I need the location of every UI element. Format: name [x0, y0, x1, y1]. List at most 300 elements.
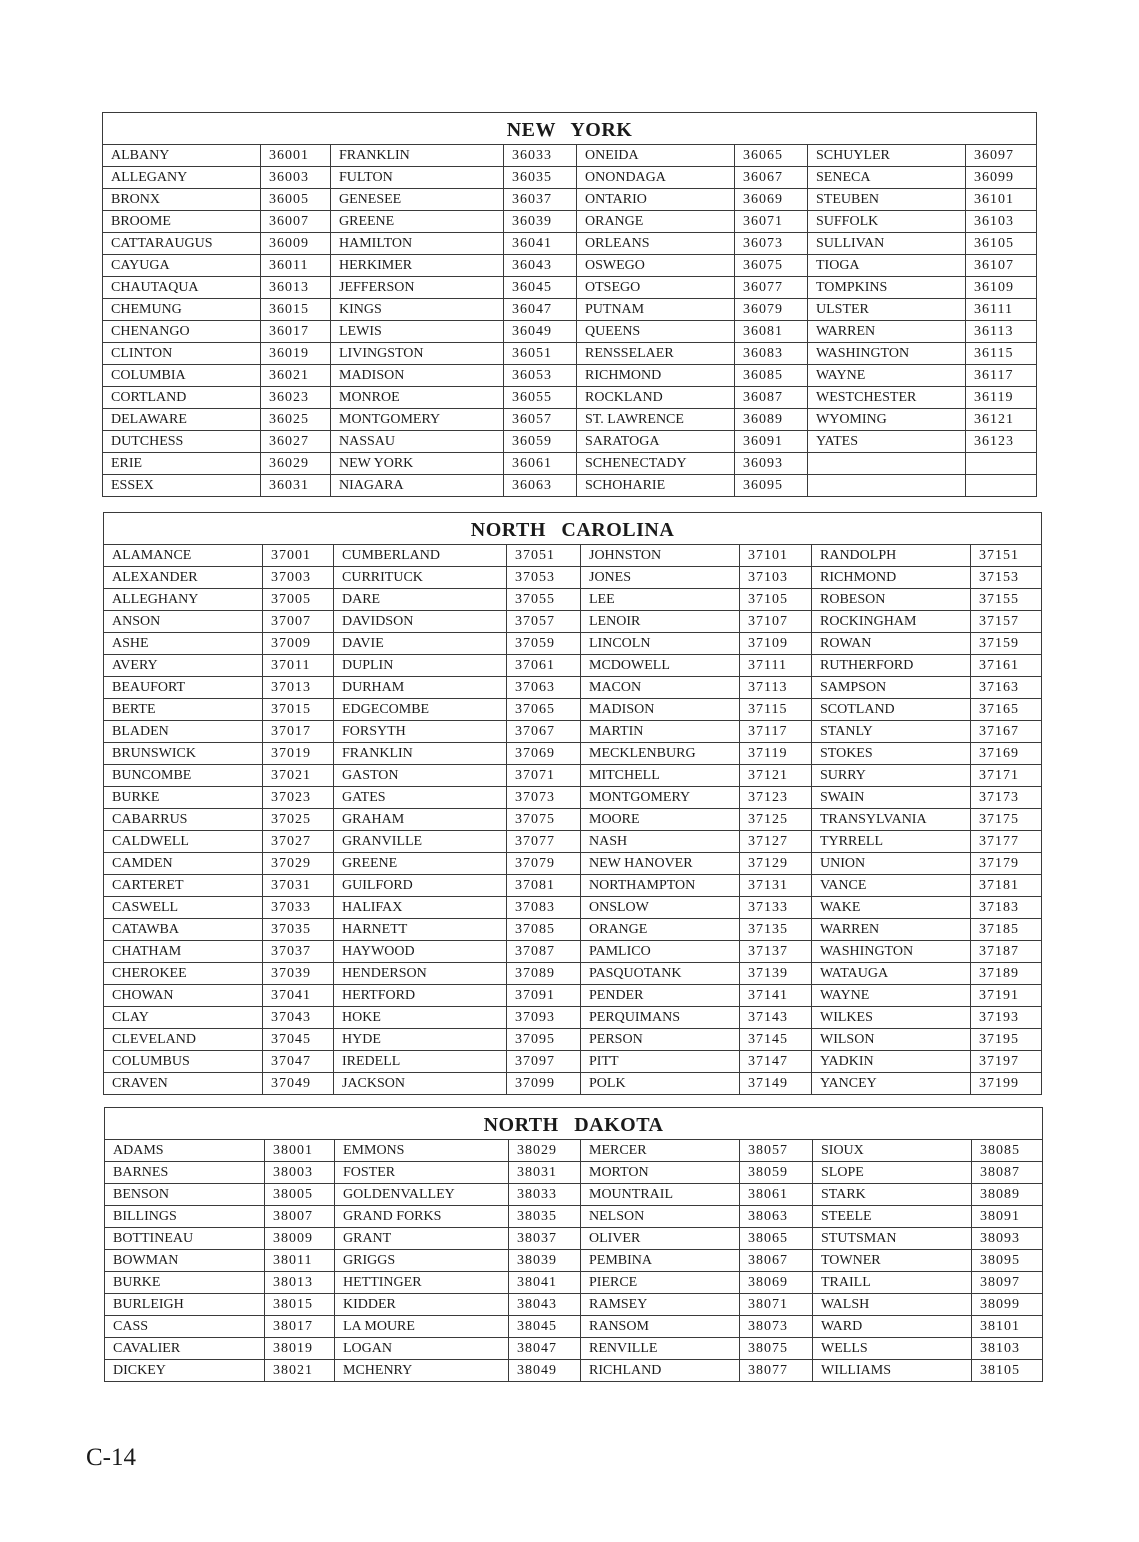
county-code: 36103	[966, 211, 1037, 233]
county-code: 37043	[263, 1007, 334, 1029]
county-name: STANLY	[812, 721, 971, 743]
county-code: 37125	[740, 809, 812, 831]
county-code	[966, 475, 1037, 497]
county-name: SENECA	[808, 167, 966, 189]
county-code: 38099	[972, 1294, 1043, 1316]
table-row	[105, 1294, 1043, 1316]
county-code: 37027	[263, 831, 334, 853]
county-name: SCHENECTADY	[577, 453, 735, 475]
county-code: 37103	[740, 567, 812, 589]
county-name: CATTARAUGUS	[103, 233, 261, 255]
county-name: BUNCOMBE	[104, 765, 263, 787]
table-row	[105, 1250, 1043, 1272]
county-code: 37021	[263, 765, 334, 787]
table-row	[104, 633, 1042, 655]
county-name: MACON	[581, 677, 740, 699]
table-row	[105, 1140, 1043, 1162]
county-name: DARE	[334, 589, 507, 611]
county-name: EMMONS	[335, 1140, 509, 1162]
table-row	[103, 431, 1037, 453]
county-code: 37055	[507, 589, 581, 611]
county-name: MOORE	[581, 809, 740, 831]
county-name: SURRY	[812, 765, 971, 787]
county-name: SWAIN	[812, 787, 971, 809]
county-name: SCHOHARIE	[577, 475, 735, 497]
county-code: 38091	[972, 1206, 1043, 1228]
county-name: GENESEE	[331, 189, 504, 211]
county-name: TYRRELL	[812, 831, 971, 853]
county-code: 36041	[504, 233, 577, 255]
county-name: WARD	[813, 1316, 972, 1338]
county-name: NASH	[581, 831, 740, 853]
county-name: CLEVELAND	[104, 1029, 263, 1051]
county-code: 37109	[740, 633, 812, 655]
table-row	[105, 1316, 1043, 1338]
county-code: 37145	[740, 1029, 812, 1051]
county-name: ONSLOW	[581, 897, 740, 919]
county-code: 36093	[735, 453, 808, 475]
county-code: 37147	[740, 1051, 812, 1073]
county-name: CARTERET	[104, 875, 263, 897]
county-code: 36055	[504, 387, 577, 409]
table-row	[105, 1338, 1043, 1360]
county-code: 36087	[735, 387, 808, 409]
county-code: 37127	[740, 831, 812, 853]
county-code: 38057	[740, 1140, 813, 1162]
county-name: BURLEIGH	[105, 1294, 265, 1316]
county-code: 36035	[504, 167, 577, 189]
county-name: MITCHELL	[581, 765, 740, 787]
county-name: NELSON	[581, 1206, 740, 1228]
county-code: 37039	[263, 963, 334, 985]
county-name: GASTON	[334, 765, 507, 787]
county-name: ASHE	[104, 633, 263, 655]
table-row	[104, 787, 1042, 809]
county-name: YADKIN	[812, 1051, 971, 1073]
county-name: YANCEY	[812, 1073, 971, 1095]
county-code: 37091	[507, 985, 581, 1007]
county-code: 36119	[966, 387, 1037, 409]
county-code: 37131	[740, 875, 812, 897]
county-code: 37011	[263, 655, 334, 677]
county-name: SCOTLAND	[812, 699, 971, 721]
county-name: CAVALIER	[105, 1338, 265, 1360]
table-row	[104, 941, 1042, 963]
north-dakota-county-table	[104, 1107, 1043, 1382]
county-name: OLIVER	[581, 1228, 740, 1250]
county-name: ERIE	[103, 453, 261, 475]
county-name: WYOMING	[808, 409, 966, 431]
county-name: FULTON	[331, 167, 504, 189]
table-row	[104, 853, 1042, 875]
table-row	[104, 963, 1042, 985]
county-name: BURKE	[104, 787, 263, 809]
county-code: 38035	[509, 1206, 581, 1228]
county-code: 36045	[504, 277, 577, 299]
county-code: 37179	[971, 853, 1042, 875]
county-name: HYDE	[334, 1029, 507, 1051]
county-name: WASHINGTON	[812, 941, 971, 963]
county-code: 37005	[263, 589, 334, 611]
county-name: DICKEY	[105, 1360, 265, 1382]
table-row	[103, 167, 1037, 189]
county-name: NASSAU	[331, 431, 504, 453]
table-row	[103, 211, 1037, 233]
table-row	[103, 453, 1037, 475]
county-name: MONTGOMERY	[581, 787, 740, 809]
county-code: 37067	[507, 721, 581, 743]
county-code: 37061	[507, 655, 581, 677]
county-code: 38059	[740, 1162, 813, 1184]
county-code: 37047	[263, 1051, 334, 1073]
county-name: ROWAN	[812, 633, 971, 655]
county-code: 36003	[261, 167, 331, 189]
county-name: HETTINGER	[335, 1272, 509, 1294]
county-name: BRUNSWICK	[104, 743, 263, 765]
county-code: 38005	[265, 1184, 335, 1206]
county-name: ONEIDA	[577, 145, 735, 167]
county-name: CASS	[105, 1316, 265, 1338]
state-title-row	[103, 113, 1037, 145]
county-code: 37045	[263, 1029, 334, 1051]
county-name: ROCKINGHAM	[812, 611, 971, 633]
county-code: 37077	[507, 831, 581, 853]
county-code: 37083	[507, 897, 581, 919]
county-code: 37159	[971, 633, 1042, 655]
county-name: WAYNE	[808, 365, 966, 387]
county-name: GREENE	[331, 211, 504, 233]
county-name: SIOUX	[813, 1140, 972, 1162]
county-code: 36091	[735, 431, 808, 453]
county-code: 36069	[735, 189, 808, 211]
county-code: 36065	[735, 145, 808, 167]
county-name: ROBESON	[812, 589, 971, 611]
county-name: DAVIDSON	[334, 611, 507, 633]
county-code: 38075	[740, 1338, 813, 1360]
county-code: 36053	[504, 365, 577, 387]
county-code: 36005	[261, 189, 331, 211]
county-name: WAKE	[812, 897, 971, 919]
table-row	[105, 1272, 1043, 1294]
county-name: WILKES	[812, 1007, 971, 1029]
county-name: TRANSYLVANIA	[812, 809, 971, 831]
table-row	[103, 277, 1037, 299]
county-code: 38047	[509, 1338, 581, 1360]
county-name: MCDOWELL	[581, 655, 740, 677]
county-name: MONROE	[331, 387, 504, 409]
county-name: TOMPKINS	[808, 277, 966, 299]
county-code: 37139	[740, 963, 812, 985]
county-name: LEWIS	[331, 321, 504, 343]
county-name: ALEXANDER	[104, 567, 263, 589]
county-code: 37053	[507, 567, 581, 589]
county-name: STEELE	[813, 1206, 972, 1228]
county-name: RENSSELAER	[577, 343, 735, 365]
county-name: TIOGA	[808, 255, 966, 277]
county-code: 37165	[971, 699, 1042, 721]
county-code: 38071	[740, 1294, 813, 1316]
county-name: PIERCE	[581, 1272, 740, 1294]
county-code: 36057	[504, 409, 577, 431]
county-name: IREDELL	[334, 1051, 507, 1073]
county-name: MORTON	[581, 1162, 740, 1184]
county-name: PERSON	[581, 1029, 740, 1051]
table-row	[103, 255, 1037, 277]
county-name: SCHUYLER	[808, 145, 966, 167]
county-name: CAMDEN	[104, 853, 263, 875]
county-code: 37163	[971, 677, 1042, 699]
table-row	[104, 809, 1042, 831]
county-name: HERKIMER	[331, 255, 504, 277]
county-code: 37121	[740, 765, 812, 787]
county-name: BENSON	[105, 1184, 265, 1206]
county-name: GUILFORD	[334, 875, 507, 897]
county-code: 36051	[504, 343, 577, 365]
county-name: MOUNTRAIL	[581, 1184, 740, 1206]
county-name: MARTIN	[581, 721, 740, 743]
county-code: 38001	[265, 1140, 335, 1162]
county-code: 37191	[971, 985, 1042, 1007]
county-name: WATAUGA	[812, 963, 971, 985]
table-row	[105, 1184, 1043, 1206]
county-name: HARNETT	[334, 919, 507, 941]
county-name: BLADEN	[104, 721, 263, 743]
county-name: UNION	[812, 853, 971, 875]
county-code: 36077	[735, 277, 808, 299]
table-row	[103, 475, 1037, 497]
county-name: SULLIVAN	[808, 233, 966, 255]
county-name: CHOWAN	[104, 985, 263, 1007]
county-name: WILLIAMS	[813, 1360, 972, 1382]
county-name: ALLEGANY	[103, 167, 261, 189]
table-row	[105, 1162, 1043, 1184]
county-name: HALIFAX	[334, 897, 507, 919]
county-name: PENDER	[581, 985, 740, 1007]
county-name: HAYWOOD	[334, 941, 507, 963]
county-code: 38085	[972, 1140, 1043, 1162]
table-row	[104, 699, 1042, 721]
county-name: CHEMUNG	[103, 299, 261, 321]
county-name: JEFFERSON	[331, 277, 504, 299]
county-name: RUTHERFORD	[812, 655, 971, 677]
county-name: CALDWELL	[104, 831, 263, 853]
county-name: NEW YORK	[331, 453, 504, 475]
county-code: 37029	[263, 853, 334, 875]
county-name: BARNES	[105, 1162, 265, 1184]
county-name: CURRITUCK	[334, 567, 507, 589]
county-name: CHENANGO	[103, 321, 261, 343]
county-name: ANSON	[104, 611, 263, 633]
county-code: 37081	[507, 875, 581, 897]
county-name: JACKSON	[334, 1073, 507, 1095]
county-name: RANSOM	[581, 1316, 740, 1338]
county-code: 37143	[740, 1007, 812, 1029]
county-name: STARK	[813, 1184, 972, 1206]
county-code: 36025	[261, 409, 331, 431]
county-name: RICHLAND	[581, 1360, 740, 1382]
county-name: ORANGE	[581, 919, 740, 941]
county-name: ST. LAWRENCE	[577, 409, 735, 431]
county-code: 37075	[507, 809, 581, 831]
county-name: GATES	[334, 787, 507, 809]
county-name: BILLINGS	[105, 1206, 265, 1228]
county-name: BOWMAN	[105, 1250, 265, 1272]
county-name: GOLDENVALLEY	[335, 1184, 509, 1206]
county-name: STOKES	[812, 743, 971, 765]
county-code: 37197	[971, 1051, 1042, 1073]
table-row	[103, 233, 1037, 255]
county-name	[808, 453, 966, 475]
table-row	[104, 589, 1042, 611]
state-title: NEW YORK	[103, 113, 1037, 145]
county-code: 38011	[265, 1250, 335, 1272]
county-name: WELLS	[813, 1338, 972, 1360]
county-name: JOHNSTON	[581, 545, 740, 567]
county-name: MERCER	[581, 1140, 740, 1162]
county-code: 36109	[966, 277, 1037, 299]
county-code: 37013	[263, 677, 334, 699]
county-name: GRIGGS	[335, 1250, 509, 1272]
county-code: 37035	[263, 919, 334, 941]
county-name: AVERY	[104, 655, 263, 677]
county-code: 38093	[972, 1228, 1043, 1250]
county-code: 36073	[735, 233, 808, 255]
table-row	[104, 831, 1042, 853]
county-code: 37155	[971, 589, 1042, 611]
table-row	[104, 721, 1042, 743]
county-code: 38063	[740, 1206, 813, 1228]
county-name	[808, 475, 966, 497]
county-code: 36027	[261, 431, 331, 453]
county-code: 37079	[507, 853, 581, 875]
county-code: 36075	[735, 255, 808, 277]
county-code: 37049	[263, 1073, 334, 1095]
county-name: LEE	[581, 589, 740, 611]
table-row	[103, 145, 1037, 167]
county-code: 36079	[735, 299, 808, 321]
county-name: DUPLIN	[334, 655, 507, 677]
county-code: 38065	[740, 1228, 813, 1250]
county-name: BERTE	[104, 699, 263, 721]
county-code: 37107	[740, 611, 812, 633]
table-row	[104, 545, 1042, 567]
county-code: 37023	[263, 787, 334, 809]
county-code: 36083	[735, 343, 808, 365]
county-code: 38043	[509, 1294, 581, 1316]
page-number: C-14	[86, 1444, 136, 1471]
county-name: ADAMS	[105, 1140, 265, 1162]
county-name: NEW HANOVER	[581, 853, 740, 875]
county-name: QUEENS	[577, 321, 735, 343]
county-name: RICHMOND	[812, 567, 971, 589]
county-name: CHATHAM	[104, 941, 263, 963]
county-name: BURKE	[105, 1272, 265, 1294]
table-row	[104, 985, 1042, 1007]
county-name: SLOPE	[813, 1162, 972, 1184]
county-code: 37009	[263, 633, 334, 655]
county-name: WARREN	[808, 321, 966, 343]
county-name: LENOIR	[581, 611, 740, 633]
county-code: 37089	[507, 963, 581, 985]
county-name: ROCKLAND	[577, 387, 735, 409]
county-name: CHEROKEE	[104, 963, 263, 985]
county-code: 38031	[509, 1162, 581, 1184]
county-code: 38067	[740, 1250, 813, 1272]
county-code: 38097	[972, 1272, 1043, 1294]
county-code: 37161	[971, 655, 1042, 677]
county-name: FOSTER	[335, 1162, 509, 1184]
county-name: HOKE	[334, 1007, 507, 1029]
county-code: 38061	[740, 1184, 813, 1206]
county-name: CATAWBA	[104, 919, 263, 941]
table-row	[104, 875, 1042, 897]
county-name: WAYNE	[812, 985, 971, 1007]
county-code: 37019	[263, 743, 334, 765]
county-name: MECKLENBURG	[581, 743, 740, 765]
county-name: OTSEGO	[577, 277, 735, 299]
county-name: GRAND FORKS	[335, 1206, 509, 1228]
county-code: 37171	[971, 765, 1042, 787]
county-code: 37175	[971, 809, 1042, 831]
table-row	[104, 1029, 1042, 1051]
county-code: 37017	[263, 721, 334, 743]
county-name: CUMBERLAND	[334, 545, 507, 567]
county-code: 38095	[972, 1250, 1043, 1272]
county-name: BOTTINEAU	[105, 1228, 265, 1250]
county-name: WARREN	[812, 919, 971, 941]
county-name: RAMSEY	[581, 1294, 740, 1316]
county-name: OSWEGO	[577, 255, 735, 277]
county-name: KINGS	[331, 299, 504, 321]
county-code: 37073	[507, 787, 581, 809]
county-code: 36085	[735, 365, 808, 387]
table-row	[104, 611, 1042, 633]
county-code: 37195	[971, 1029, 1042, 1051]
county-code: 37117	[740, 721, 812, 743]
county-name: HAMILTON	[331, 233, 504, 255]
county-name: PERQUIMANS	[581, 1007, 740, 1029]
county-name: HENDERSON	[334, 963, 507, 985]
county-code: 36049	[504, 321, 577, 343]
table-row	[103, 365, 1037, 387]
county-name: PASQUOTANK	[581, 963, 740, 985]
county-code: 36099	[966, 167, 1037, 189]
county-code: 36047	[504, 299, 577, 321]
county-code: 38003	[265, 1162, 335, 1184]
county-name: RENVILLE	[581, 1338, 740, 1360]
county-name: DURHAM	[334, 677, 507, 699]
county-name: CRAVEN	[104, 1073, 263, 1095]
county-code: 37185	[971, 919, 1042, 941]
county-code: 38039	[509, 1250, 581, 1272]
county-code: 37181	[971, 875, 1042, 897]
county-name: MADISON	[331, 365, 504, 387]
county-name: VANCE	[812, 875, 971, 897]
county-code: 36011	[261, 255, 331, 277]
table-row	[104, 677, 1042, 699]
table-row	[104, 1007, 1042, 1029]
county-name: BRONX	[103, 189, 261, 211]
county-name: NIAGARA	[331, 475, 504, 497]
state-title: NORTH DAKOTA	[105, 1108, 1043, 1140]
county-code: 37057	[507, 611, 581, 633]
county-name: GRAHAM	[334, 809, 507, 831]
county-code: 38019	[265, 1338, 335, 1360]
county-name: ALLEGHANY	[104, 589, 263, 611]
county-name: STUTSMAN	[813, 1228, 972, 1250]
county-code: 37033	[263, 897, 334, 919]
county-name: GREENE	[334, 853, 507, 875]
